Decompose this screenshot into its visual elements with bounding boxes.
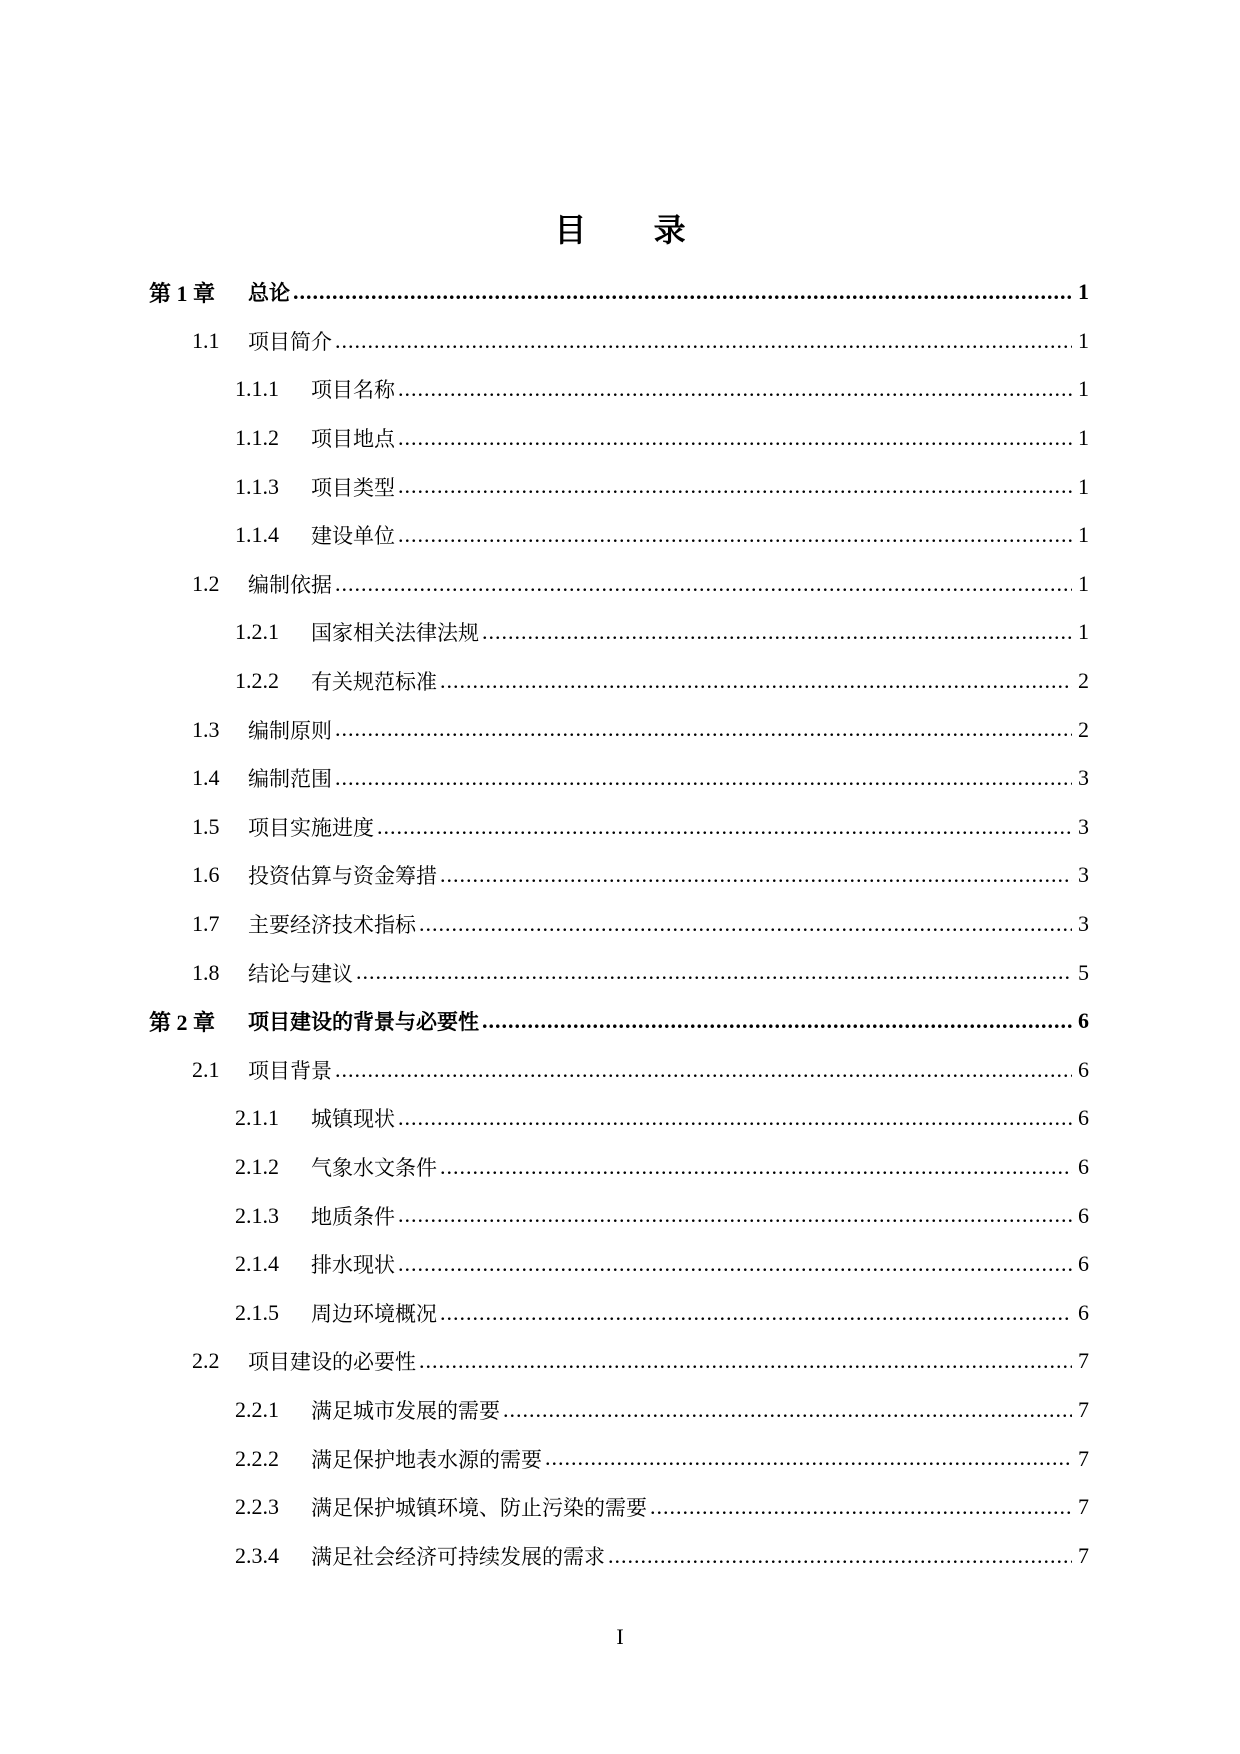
toc-title: 目 录 — [554, 211, 714, 249]
entry-title: 项目实施进度 — [248, 815, 374, 840]
dot-leader — [419, 1348, 1072, 1374]
toc-entry[interactable] — [0, 1094, 1240, 1143]
entry-title: 有关规范标准 — [311, 670, 437, 695]
dot-leader — [503, 1397, 1072, 1423]
entry-page: 1 — [1078, 522, 1089, 548]
entry-number: 1.8 — [192, 959, 220, 985]
entry-title: 满足保护地表水源的需要 — [311, 1447, 542, 1472]
dot-leader — [440, 668, 1072, 694]
entry-title: 满足社会经济可持续发展的需求 — [311, 1544, 605, 1569]
entry-number: 1.1.1 — [235, 376, 279, 402]
entry-title: 排水现状 — [311, 1253, 395, 1278]
entry-number: 1.6 — [192, 862, 220, 888]
toc-entry[interactable] — [0, 705, 1240, 754]
entry-title: 周边环境概况 — [311, 1301, 437, 1326]
toc-entry[interactable] — [0, 1531, 1240, 1580]
entry-number: 1.7 — [192, 911, 220, 937]
dot-leader — [545, 1445, 1072, 1471]
dot-leader — [335, 765, 1072, 791]
dot-leader — [440, 1300, 1072, 1326]
entry-page: 6 — [1078, 1056, 1089, 1082]
dot-leader — [608, 1543, 1072, 1569]
toc-entry[interactable] — [0, 1434, 1240, 1483]
entry-page: 1 — [1078, 619, 1089, 645]
entry-number: 1.3 — [192, 716, 220, 742]
entry-title: 满足保护城镇环境、防止污染的需要 — [311, 1496, 647, 1521]
entry-title: 满足城市发展的需要 — [311, 1398, 500, 1423]
entry-page: 5 — [1078, 959, 1089, 985]
entry-number: 1.5 — [192, 813, 220, 839]
entry-number: 1.1.4 — [235, 522, 279, 548]
entry-page: 6 — [1078, 1299, 1089, 1325]
entry-number: 1.2 — [192, 570, 220, 596]
dot-leader — [440, 1154, 1072, 1180]
entry-page: 7 — [1078, 1494, 1089, 1520]
dot-leader — [377, 814, 1072, 840]
entry-title: 地质条件 — [311, 1204, 395, 1229]
dot-leader — [398, 425, 1072, 451]
dot-leader — [335, 716, 1072, 742]
dot-leader — [482, 1008, 1072, 1034]
entry-title: 国家相关法律法规 — [311, 621, 479, 646]
entry-number: 2.1.3 — [235, 1202, 279, 1228]
entry-number: 2.1.5 — [235, 1299, 279, 1325]
entry-page: 7 — [1078, 1396, 1089, 1422]
entry-page: 3 — [1078, 765, 1089, 791]
entry-page: 3 — [1078, 862, 1089, 888]
entry-number: 2.1 — [192, 1056, 220, 1082]
entry-page: 1 — [1078, 376, 1089, 402]
toc-entry[interactable] — [0, 1240, 1240, 1289]
entry-number: 2.2.1 — [235, 1396, 279, 1422]
entry-page: 6 — [1078, 1153, 1089, 1179]
entry-title: 编制范围 — [248, 767, 332, 792]
entry-number: 2.2.3 — [235, 1494, 279, 1520]
entry-number: 1.1.3 — [235, 473, 279, 499]
toc-entry[interactable] — [0, 1046, 1240, 1095]
dot-leader — [398, 522, 1072, 548]
dot-leader — [398, 1105, 1072, 1131]
dot-leader — [440, 862, 1072, 888]
entry-number: 第 2 章 — [149, 1009, 216, 1035]
toc-entry[interactable] — [0, 851, 1240, 900]
entry-title: 总论 — [248, 281, 290, 306]
entry-title: 项目建设的背景与必要性 — [248, 1010, 479, 1035]
entry-page: 6 — [1078, 1251, 1089, 1277]
dot-leader — [335, 328, 1072, 354]
toc-entry[interactable] — [0, 754, 1240, 803]
entry-number: 2.1.2 — [235, 1153, 279, 1179]
entry-number: 1.2.2 — [235, 668, 279, 694]
entry-page: 1 — [1078, 279, 1089, 305]
entry-number: 2.2.2 — [235, 1445, 279, 1471]
entry-title: 建设单位 — [311, 524, 395, 549]
entry-page: 1 — [1078, 327, 1089, 353]
entry-page: 1 — [1078, 570, 1089, 596]
toc-entry[interactable] — [0, 1143, 1240, 1192]
toc-entry[interactable] — [0, 462, 1240, 511]
toc-entry[interactable] — [0, 414, 1240, 463]
entry-title: 项目建设的必要性 — [248, 1350, 416, 1375]
entry-title: 投资估算与资金筹措 — [248, 864, 437, 889]
entry-title: 项目名称 — [311, 378, 395, 403]
dot-leader — [398, 1202, 1072, 1228]
toc-entry[interactable] — [0, 317, 1240, 366]
toc-entry[interactable] — [0, 948, 1240, 997]
entry-number: 1.2.1 — [235, 619, 279, 645]
dot-leader — [335, 1057, 1072, 1083]
toc-entry[interactable] — [0, 1386, 1240, 1435]
entry-page: 6 — [1078, 1105, 1089, 1131]
toc-chapter-entry[interactable] — [0, 268, 1240, 317]
entry-number: 2.1.1 — [235, 1105, 279, 1131]
entry-page: 2 — [1078, 668, 1089, 694]
dot-leader — [293, 279, 1072, 305]
entry-title: 城镇现状 — [311, 1107, 395, 1132]
dot-leader — [356, 959, 1072, 985]
dot-leader — [419, 911, 1072, 937]
dot-leader — [335, 571, 1072, 597]
toc-entry[interactable] — [0, 608, 1240, 657]
entry-title: 项目背景 — [248, 1058, 332, 1083]
entry-title: 结论与建议 — [248, 961, 353, 986]
entry-number: 2.1.4 — [235, 1251, 279, 1277]
entry-page: 7 — [1078, 1542, 1089, 1568]
toc-entry[interactable] — [0, 1483, 1240, 1532]
dot-leader — [398, 1251, 1072, 1277]
entry-title: 主要经济技术指标 — [248, 913, 416, 938]
toc-entry[interactable] — [0, 657, 1240, 706]
page-number: I — [616, 1624, 624, 1649]
toc-entry[interactable] — [0, 365, 1240, 414]
toc-entry[interactable] — [0, 560, 1240, 609]
entry-page: 1 — [1078, 473, 1089, 499]
toc-chapter-entry[interactable] — [0, 997, 1240, 1046]
entry-number: 1.1 — [192, 327, 220, 353]
entry-page: 7 — [1078, 1445, 1089, 1471]
entry-page: 2 — [1078, 716, 1089, 742]
toc-entry[interactable] — [0, 900, 1240, 949]
entry-page: 6 — [1078, 1202, 1089, 1228]
entry-number: 2.2 — [192, 1348, 220, 1374]
toc-entry[interactable] — [0, 803, 1240, 852]
entry-title: 项目地点 — [311, 427, 395, 452]
toc-entry[interactable] — [0, 1288, 1240, 1337]
entry-title: 气象水文条件 — [311, 1155, 437, 1180]
entry-number: 2.3.4 — [235, 1542, 279, 1568]
entry-page: 1 — [1078, 425, 1089, 451]
entry-title: 编制原则 — [248, 718, 332, 743]
entry-page: 7 — [1078, 1348, 1089, 1374]
toc-entry[interactable] — [0, 1337, 1240, 1386]
entry-page: 3 — [1078, 911, 1089, 937]
dot-leader — [650, 1494, 1072, 1520]
toc-entry[interactable] — [0, 511, 1240, 560]
entry-title: 编制依据 — [248, 572, 332, 597]
entry-number: 1.1.2 — [235, 425, 279, 451]
table-of-contents — [0, 268, 1240, 1580]
toc-entry[interactable] — [0, 1191, 1240, 1240]
dot-leader — [482, 619, 1072, 645]
dot-leader — [398, 473, 1072, 499]
entry-title: 项目简介 — [248, 329, 332, 354]
entry-number: 1.4 — [192, 765, 220, 791]
entry-number: 第 1 章 — [149, 280, 216, 306]
entry-title: 项目类型 — [311, 475, 395, 500]
dot-leader — [398, 376, 1072, 402]
entry-page: 6 — [1078, 1008, 1089, 1034]
entry-page: 3 — [1078, 813, 1089, 839]
